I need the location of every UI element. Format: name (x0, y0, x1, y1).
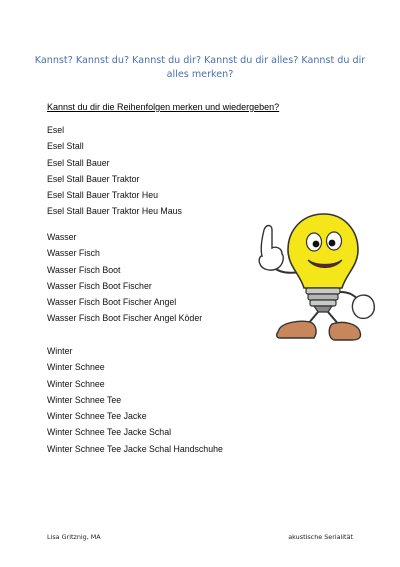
lightbulb-mascot-icon (248, 208, 380, 348)
list-item: Winter Schnee (47, 378, 105, 389)
task-instruction: Kannst du dir die Reihenfolgen merken und wiedergeben? (47, 102, 280, 112)
list-item: Winter Schnee Tee (47, 394, 122, 405)
list-item: Wasser Fisch Boot (47, 264, 121, 275)
page-title: Kannst? Kannst du? Kannst du dir? Kannst du dir alles? Kannst du dir alles merken? (34, 55, 366, 80)
list-item: Esel Stall Bauer Traktor Heu Maus (47, 206, 182, 217)
list-item: Esel Stall (47, 141, 84, 152)
list-item: Esel Stall Bauer Traktor (47, 173, 140, 184)
footer-author: Lisa Gritznig, MA (47, 533, 101, 541)
list-item: Wasser Fisch (47, 248, 100, 259)
list-item: Winter Schnee Tee Jacke (47, 411, 147, 422)
word-sequence-wasser (47, 229, 202, 327)
list-item: Esel Stall Bauer (47, 157, 110, 168)
list-item: Esel Stall Bauer Traktor Heu (47, 190, 158, 201)
word-sequence-winter (47, 343, 223, 457)
list-item: Winter (47, 346, 73, 356)
list-item: Wasser Fisch Boot Fischer (47, 280, 152, 291)
list-item: Wasser Fisch Boot Fischer Angel Köder (47, 313, 203, 324)
list-item: Wasser Fisch Boot Fischer Angel (47, 297, 177, 308)
word-sequence-esel (47, 122, 182, 220)
list-item: Winter Schnee Tee Jacke Schal (47, 427, 172, 438)
list-item: Esel (47, 125, 65, 135)
list-item: Winter Schnee (47, 362, 105, 373)
list-item: Wasser (47, 232, 77, 242)
list-item: Winter Schnee Tee Jacke Schal Handschuhe (47, 443, 223, 454)
footer-topic: akustische Serialität (288, 533, 353, 541)
